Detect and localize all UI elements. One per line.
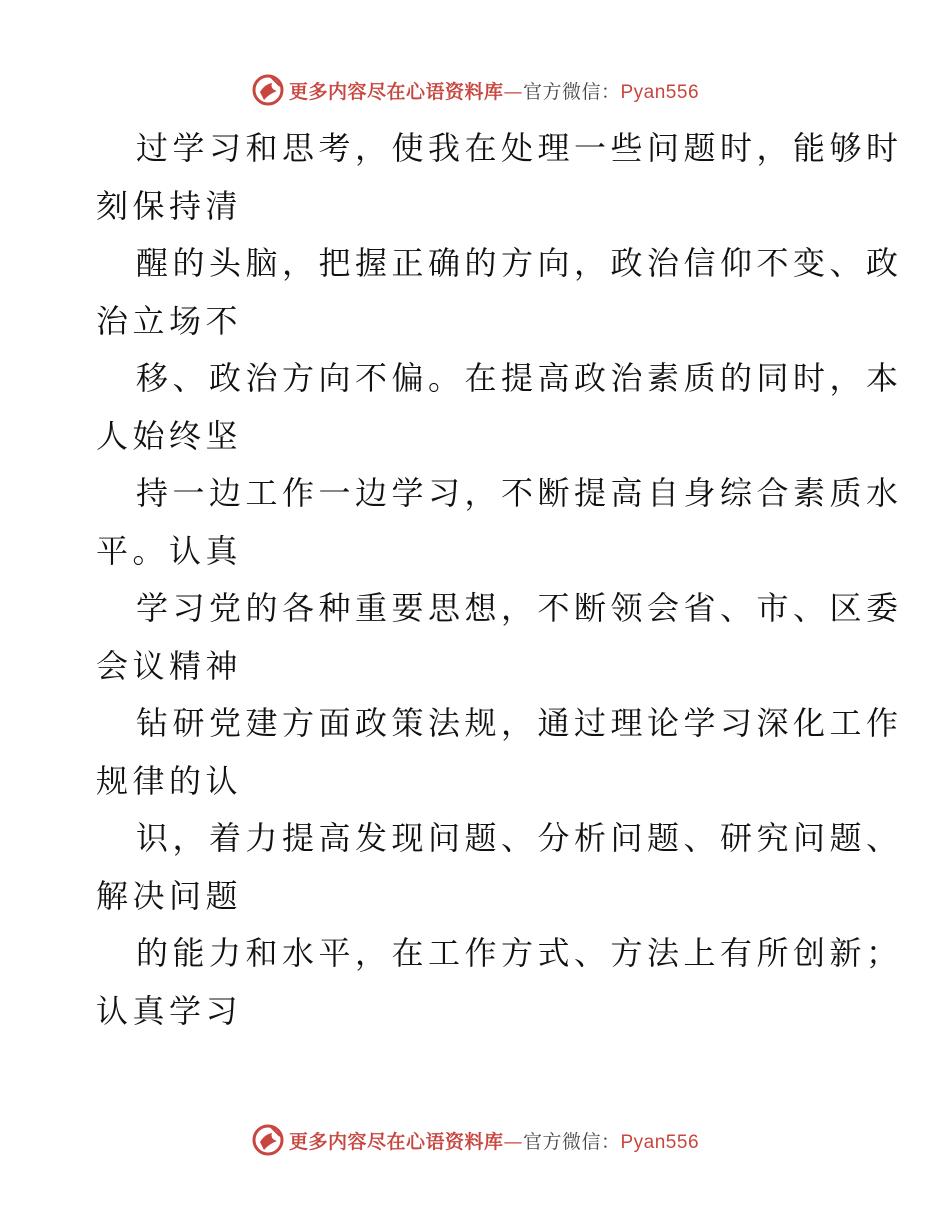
paragraph — [96, 695, 903, 810]
banner-account: Pyan556 — [620, 1131, 700, 1153]
paragraph — [96, 810, 903, 925]
banner-official-text: 官方微信： — [522, 1130, 621, 1153]
paragraph-line: 认真学习 — [96, 991, 243, 1030]
footer-banner — [0, 1120, 950, 1160]
paragraph-line: 平。认真 — [96, 531, 243, 570]
banner-dash: — — [503, 80, 523, 103]
paragraph — [96, 925, 903, 1040]
paragraph-line: 会议精神 — [96, 646, 243, 685]
paragraph-line: 移、政治方向不偏。在提高政治素质的同时，本 — [136, 359, 903, 397]
paragraph — [96, 120, 903, 235]
header-banner — [0, 70, 950, 110]
brand-logo-icon — [251, 1123, 285, 1157]
paragraph — [96, 235, 903, 350]
banner-account: Pyan556 — [620, 81, 700, 103]
paragraph — [96, 350, 903, 465]
paragraph — [96, 580, 903, 695]
paragraph-line: 治立场不 — [96, 301, 243, 340]
paragraph-line: 过学习和思考，使我在处理一些问题时，能够时 — [136, 129, 903, 167]
paragraph-line: 的能力和水平，在工作方式、方法上有所创新； — [136, 934, 903, 972]
banner-brand-text: 更多内容尽在心语资料库 — [288, 80, 504, 103]
paragraph-line: 钻研党建方面政策法规，通过理论学习深化工作 — [136, 704, 903, 742]
brand-logo-icon — [251, 73, 285, 107]
paragraph-line: 持一边工作一边学习，不断提高自身综合素质水 — [136, 474, 903, 512]
paragraph-line: 醒的头脑，把握正确的方向，政治信仰不变、政 — [136, 244, 903, 282]
paragraph-line: 刻保持清 — [96, 186, 243, 225]
banner-brand-text: 更多内容尽在心语资料库 — [288, 1130, 504, 1153]
paragraph-line: 学习党的各种重要思想，不断领会省、市、区委 — [136, 589, 903, 627]
body-text — [96, 120, 903, 1040]
paragraph-line: 人始终坚 — [96, 416, 243, 455]
paragraph — [96, 465, 903, 580]
paragraph-line: 解决问题 — [96, 876, 243, 915]
banner-dash: — — [503, 1130, 523, 1153]
paragraph-line: 规律的认 — [96, 761, 243, 800]
paragraph-line: 识，着力提高发现问题、分析问题、研究问题、 — [136, 819, 903, 857]
banner-official-text: 官方微信： — [522, 80, 621, 103]
